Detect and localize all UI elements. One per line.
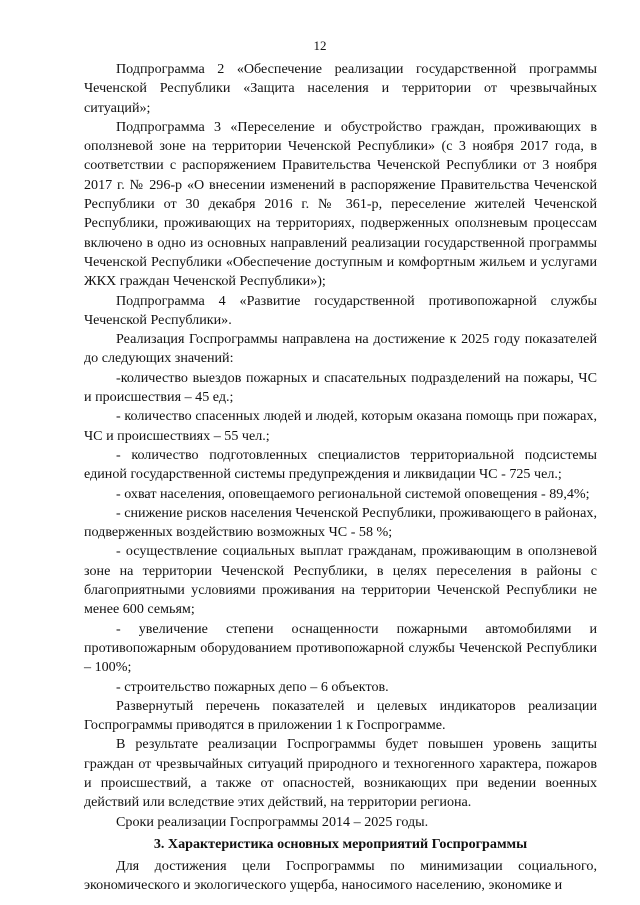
list-item-rescued-people: - количество спасенных людей и людей, которым оказана помощь при пожарах, ЧС и происшествиях – 55 чел.; [84,408,597,444]
document-body [84,60,597,896]
paragraph-subprogram-3: Подпрограмма 3 «Переселение и обустройство граждан, проживающих в оползневой зоне на территории Чеченской Республики» (с 3 ноября 2017 года, в соответствии с распоряжением Правительства Чеченской Республики от 3 ноября 2017 г. № 296-р «О внесении изменений в распоряжение Правительства Чеченской Республики от 30 декабря 2016 г. № 361-р, переселение жителей Чеченской Республики, проживающих на территориях, подверженных оползневым процессам включено в одно из основных направлений реализации государственной программы Чеченской Республики «Обеспечение доступным и комфортным жильем и услугами ЖКХ граждан Чеченской Республики»); [84,118,597,290]
paragraph-goal-achievement: Для достижения цели Госпрограммы по минимизации социального, экономического и экологического ущерба, наносимого населению, экономике и [84,858,597,894]
paragraph-targets-intro: Реализация Госпрограммы направлена на достижение к 2025 году показателей до следующих значений: [84,331,597,367]
page-number: 12 [313,38,327,53]
paragraph-subprogram-2: Подпрограмма 2 «Обеспечение реализации государственной программы Чеченской Республики «Защита населения и территории от чрезвычайных ситуаций»; [84,61,597,116]
list-item-trained-specialists: - количество подготовленных специалистов территориальной подсистемы единой государственной системы предупреждения и ликвидации ЧС - 725 чел.; [84,446,597,483]
paragraph-subprogram-4: Подпрограмма 4 «Развитие государственной противопожарной службы Чеченской Республики». [84,292,597,328]
list-item-warning-coverage: - охват населения, оповещаемого региональной системой оповещения - 89,4%; [116,485,590,502]
list-item-fire-depots: - строительство пожарных депо – 6 объектов. [116,678,389,695]
paragraph-expected-results: В результате реализации Госпрограммы будет повышен уровень защиты граждан от чрезвычайных ситуаций природного и техногенного характера, пожаров и происшествий, а также от опасностей, возникающих при ведении военных действий или вследствие этих действий, на территории региона. [84,736,597,811]
list-item-risk-reduction: - снижение рисков населения Чеченской Республики, проживающего в районах, подверженных воздействию возможных ЧС - 58 %; [84,504,597,541]
list-item-fire-departures: -количество выездов пожарных и спасательных подразделений на пожары, ЧС и происшествия – 45 ед.; [84,369,597,406]
paragraph-implementation-period: Сроки реализации Госпрограммы 2014 – 2025 годы. [116,813,429,830]
paragraph-indicators-appendix: Развернутый перечень показателей и целевых индикаторов реализации Госпрограммы приводятся в приложении 1 к Госпрограмме. [84,697,597,734]
list-item-equipment-level: - увеличение степени оснащенности пожарными автомобилями и противопожарным оборудованием противопожарной службы Чеченской Республики – 100%; [84,620,597,676]
section-heading: 3. Характеристика основных мероприятий Госпрограммы [153,835,528,852]
list-item-social-payments: - осуществление социальных выплат гражданам, проживающим в оползневой зоне на территории Чеченской Республики, в целях переселения в районы с благоприятными условиями проживания на территории Чеченской Республики не менее 600 семьям; [84,543,597,618]
